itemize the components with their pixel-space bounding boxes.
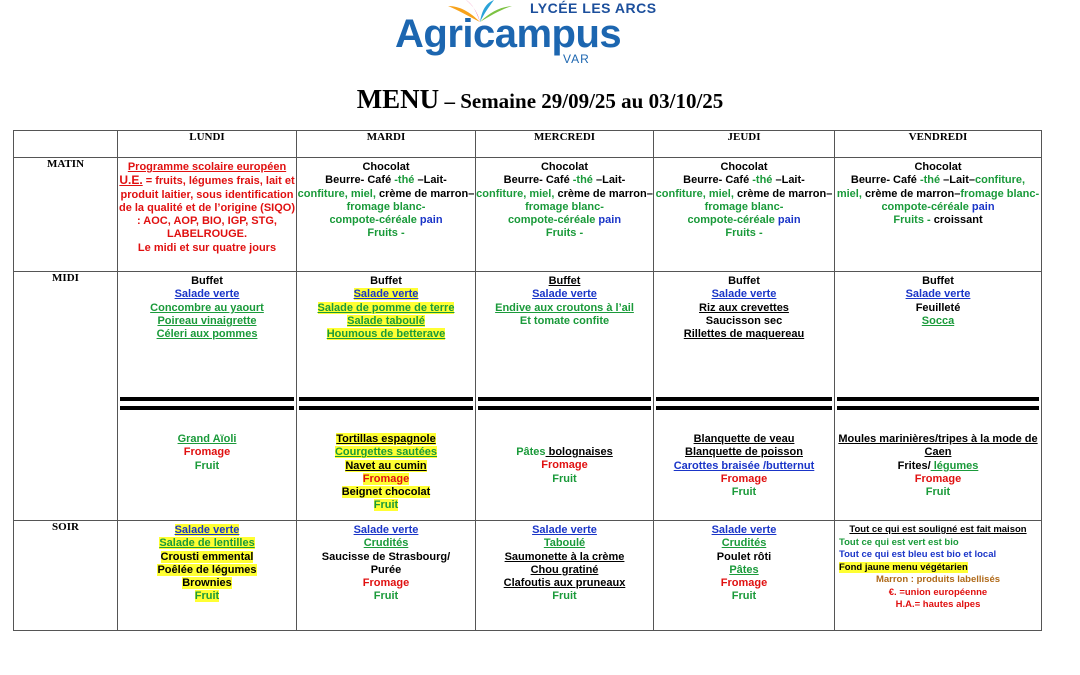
breakfast-beurre: Beurre- Café: [503, 174, 573, 187]
breakfast-confiture: confiture,: [974, 174, 1026, 187]
menu-item: Fruit: [731, 590, 757, 603]
menu-item: Salade verte: [711, 288, 777, 301]
menu-item: Fromage: [720, 577, 768, 590]
breakfast-compote: compote-céréale: [687, 214, 778, 227]
menu-item: [118, 590, 296, 603]
menu-item: [297, 486, 475, 499]
menu-item: Fruit: [194, 459, 220, 472]
menu-item: Fruit: [925, 486, 951, 499]
menu-item: Buffet: [922, 275, 954, 287]
breakfast-the: -thé: [394, 174, 415, 187]
menu-item: Poulet rôti: [716, 550, 772, 563]
menu-item-text: Salade taboulé: [347, 314, 425, 327]
menu-item: Et tomate confite: [519, 314, 610, 327]
day-header: LUNDI: [118, 131, 297, 158]
breakfast-confiture: confiture, miel,: [655, 187, 734, 200]
menu-item-text: Navet au cumin: [345, 459, 427, 472]
breakfast-pain: pain: [777, 214, 801, 227]
menu-item: Carottes braisée /butternut: [673, 459, 815, 472]
menu-item-text: Pâtes: [516, 446, 546, 458]
midi-vendredi-cell: [835, 272, 1042, 521]
menu-item: Blanquette de poisson: [685, 446, 803, 459]
breakfast-cereals: [476, 214, 653, 227]
breakfast-the: -thé: [919, 174, 941, 187]
breakfast-chocolat: Chocolat: [914, 161, 962, 173]
menu-item-text: Fromage: [362, 472, 410, 485]
corner-cell: [14, 131, 118, 158]
menu-item: Concombre au yaourt: [150, 301, 264, 314]
menu-item: Blanquette de veau: [693, 433, 795, 445]
menu-item: Grand Aïoli: [177, 433, 237, 445]
breakfast-lait: –Lait-: [592, 174, 626, 187]
lycee-name: LYCÉE LES ARCS: [530, 0, 657, 16]
breakfast-fruits: Fruits -: [367, 227, 405, 240]
matin-jeudi-cell: [654, 158, 835, 272]
menu-item-text: Houmous de betterave: [326, 328, 446, 341]
menu-item: [297, 315, 475, 328]
menu-item: [297, 302, 475, 315]
midi-starters: [476, 272, 653, 397]
menu-item-text: bolognaises: [545, 446, 613, 458]
breakfast-croissant: croissant: [930, 214, 983, 227]
legend-vegetarian: [835, 562, 1041, 575]
menu-item: Buffet: [370, 275, 402, 287]
menu-item: [297, 446, 475, 459]
breakfast-confiture: confiture, miel,: [476, 187, 555, 200]
menu-item: Saumonette à la crème: [504, 550, 625, 563]
menu-item: [118, 577, 296, 590]
breakfast-compote: compote-céréale: [507, 214, 599, 227]
breakfast-pain: pain: [419, 214, 443, 227]
eu-program-title: Programme scolaire européen: [127, 161, 287, 173]
eu-program-text: [118, 174, 296, 241]
title-menu: MENU: [356, 84, 440, 114]
breakfast-spreads: [476, 188, 653, 215]
breakfast-lait: –Lait–: [940, 174, 975, 187]
menu-item: Fruit: [552, 472, 577, 485]
soir-mercredi-cell: [476, 521, 654, 631]
midi-lundi-cell: [118, 272, 297, 521]
menu-item: Salade verte: [532, 524, 597, 536]
menu-item: Endive aux croutons à l’ail: [495, 301, 634, 314]
menu-item: Rillettes de maquereau: [683, 328, 805, 341]
menu-item: [297, 288, 475, 301]
matin-vendredi-cell: [835, 158, 1042, 272]
midi-mercredi-cell: [476, 272, 654, 521]
breakfast-fromage: fromage blanc-: [525, 200, 604, 213]
matin-lundi-cell: [118, 158, 297, 272]
midi-mardi-cell: [297, 272, 476, 521]
menu-item: Salade verte: [532, 288, 597, 301]
menu-item: Salade verte: [905, 288, 971, 301]
menu-item: Pâtes: [729, 563, 759, 576]
eu-label: U.E.: [119, 173, 143, 188]
breakfast-the: -thé: [752, 174, 773, 187]
breakfast-beurre: Beurre- Café: [850, 174, 920, 187]
breakfast-fromage: fromage blanc-compote-céréale: [881, 187, 1040, 213]
matin-mercredi-cell: [476, 158, 654, 272]
menu-item: [118, 537, 296, 550]
menu-item: Buffet: [728, 275, 760, 287]
day-header: MARDI: [297, 131, 476, 158]
breakfast-fromage: fromage blanc-: [704, 200, 784, 213]
menu-item: [118, 524, 296, 537]
breakfast-drinks: [654, 174, 834, 187]
legend: [835, 521, 1041, 612]
midi-mains: [118, 410, 296, 473]
eu-description: = fruits, légumes frais, lait et produit laitier, sous identification de la qualité et de l’origine (SIQO) : AOC, AOP, BIO, IGP, STG, LABELROUGE.: [118, 175, 296, 241]
menu-item: Fruit: [731, 486, 757, 499]
breakfast-confiture: confiture, miel,: [297, 187, 376, 200]
breakfast-fruits: Fruits -: [893, 214, 931, 227]
breakfast-beurre: Beurre- Café: [683, 174, 753, 187]
menu-item: Salade verte: [711, 524, 777, 536]
breakfast-creme: crème de marron–: [554, 187, 653, 200]
matin-row: [14, 158, 1042, 272]
midi-starters: [297, 272, 475, 397]
midi-starters: [654, 272, 834, 397]
soir-mardi-cell: [297, 521, 476, 631]
menu-item-text: légumes: [930, 459, 979, 472]
header-row: [14, 131, 1042, 158]
breakfast-spreads: [654, 188, 834, 215]
breakfast-creme: crème de marron–: [861, 187, 961, 200]
soir-row: [14, 521, 1042, 631]
menu-item: Fromage: [914, 472, 962, 485]
menu-item-text: Poêlée de légumes: [157, 563, 257, 576]
menu-item: Crudités: [363, 537, 409, 550]
menu-item: Buffet: [191, 275, 223, 287]
legend-homemade: Tout ce qui est souligné est fait maison: [849, 524, 1027, 535]
menu-item: Poireau vinaigrette: [157, 314, 257, 327]
soir-vendredi-cell: [835, 521, 1042, 631]
breakfast-creme: crème de marron–: [375, 187, 475, 200]
legend-bio: Tout ce qui est vert est bio: [839, 536, 959, 548]
menu-item-text: Courgettes sautées: [334, 446, 438, 459]
midi-mains: [835, 410, 1041, 499]
menu-item: Moules marinières/tripes à la mode de Caen: [838, 433, 1038, 459]
breakfast-fruits: Fruits -: [545, 227, 584, 240]
breakfast-chocolat: Chocolat: [720, 161, 768, 173]
menu-item-text: Crousti emmental: [160, 550, 254, 563]
menu-item: Fromage: [720, 472, 768, 485]
breakfast-lait: –Lait-: [772, 174, 805, 187]
breakfast-pain: pain: [598, 214, 622, 227]
menu-item: [297, 473, 475, 486]
menu-item: Clafoutis aux pruneaux: [503, 577, 626, 590]
menu-item: Saucisson sec: [705, 314, 783, 327]
menu-item: Fromage: [541, 459, 588, 472]
menu-item: Crudités: [721, 537, 767, 550]
menu-item-text: Salade verte: [353, 288, 419, 301]
page-title: [0, 84, 1080, 115]
menu-item: Chou gratiné: [530, 563, 599, 576]
menu-item: Céleri aux pommes: [156, 328, 258, 341]
menu-item: Fromage: [183, 446, 231, 459]
day-header: MERCREDI: [476, 131, 654, 158]
breakfast-drinks: [297, 174, 475, 187]
breakfast-fruits-line: [835, 214, 1041, 227]
brand-region: VAR: [563, 52, 590, 66]
menu-item: [835, 460, 1041, 473]
breakfast-fruits: Fruits -: [725, 227, 763, 240]
legend-hautes-alpes: H.A.= hautes alpes: [895, 599, 981, 610]
breakfast-chocolat: Chocolat: [540, 161, 589, 173]
menu-item: [297, 499, 475, 512]
breakfast-spreads: [835, 188, 1041, 215]
menu-item: [476, 446, 653, 459]
breakfast-spreads: [297, 188, 475, 215]
menu-item-text: Brownies: [182, 577, 232, 590]
menu-item-text: Beignet chocolat: [341, 486, 431, 499]
day-header: VENDREDI: [835, 131, 1042, 158]
legend-labelled: Marron : produits labellisés: [875, 574, 1001, 585]
midi-mains: [297, 410, 475, 513]
legend-vegetarian-text: Fond jaune menu végétarien: [839, 561, 968, 573]
breakfast-compote: compote-céréale: [329, 214, 420, 227]
breakfast-drinks: [835, 174, 1041, 187]
menu-item-text: Frites/: [897, 459, 931, 472]
breakfast-creme: crème de marron–: [733, 187, 833, 200]
breakfast-cereals: [297, 214, 475, 227]
breakfast-beurre: Beurre- Café: [325, 174, 395, 187]
menu-item: Buffet: [548, 275, 581, 287]
brand-name: Agricampus: [395, 12, 622, 56]
menu-item: Riz aux crevettes: [699, 301, 789, 314]
menu-item: Salade verte: [174, 288, 240, 301]
breakfast-chocolat: Chocolat: [362, 161, 410, 173]
breakfast-cereals: [654, 214, 834, 227]
breakfast-pain: pain: [971, 200, 995, 213]
menu-item-text: Fruit: [194, 590, 220, 603]
breakfast-fromage: fromage blanc-: [346, 200, 426, 213]
soir-jeudi-cell: [654, 521, 835, 631]
breakfast-the: -thé: [572, 174, 593, 187]
soir-lundi-cell: [118, 521, 297, 631]
menu-item: [118, 564, 296, 577]
row-label-midi: MIDI: [14, 272, 118, 521]
row-label-matin: MATIN: [14, 158, 118, 272]
menu-item: [118, 551, 296, 564]
menu-item: [297, 328, 475, 341]
midi-row: [14, 272, 1042, 521]
agricampus-logo: [395, 0, 670, 68]
day-header: JEUDI: [654, 131, 835, 158]
menu-item: Feuilleté: [915, 301, 961, 314]
menu-item: [297, 433, 475, 446]
menu-item-text: Fruit: [373, 499, 399, 512]
midi-mains: [654, 410, 834, 499]
menu-item: Socca: [921, 314, 955, 327]
menu-item: Fruit: [552, 590, 577, 603]
breakfast-drinks: [476, 174, 653, 187]
eu-program-note: Le midi et sur quatre jours: [137, 241, 277, 254]
menu-item: Taboulé: [543, 537, 586, 550]
menu-item-text: Salade de pomme de terre: [317, 301, 455, 314]
midi-mains: [476, 410, 653, 486]
matin-mardi-cell: [297, 158, 476, 272]
menu-table: [13, 130, 1042, 631]
midi-jeudi-cell: [654, 272, 835, 521]
midi-starters: [118, 272, 296, 397]
title-week: – Semaine 29/09/25 au 03/10/25: [439, 89, 724, 113]
row-label-soir: SOIR: [14, 521, 118, 631]
midi-starters: [835, 272, 1041, 397]
menu-item: [297, 460, 475, 473]
menu-item-text: Salade de lentilles: [159, 537, 255, 550]
menu-item: Saucisse de Strasbourg/ Purée: [321, 550, 451, 576]
menu-item-text: Tortillas espagnole: [336, 433, 436, 445]
breakfast-lait: –Lait-: [414, 174, 447, 187]
legend-eu: €. =union européenne: [888, 586, 988, 598]
menu-item: Fruit: [373, 590, 399, 603]
menu-item: Fromage: [362, 577, 410, 590]
menu-item-text: Salade verte: [174, 524, 240, 536]
menu-item: Salade verte: [353, 524, 419, 536]
legend-bio-local: Tout ce qui est bleu est bio et local: [839, 549, 997, 560]
breakfast-miel: miel,: [836, 187, 862, 200]
